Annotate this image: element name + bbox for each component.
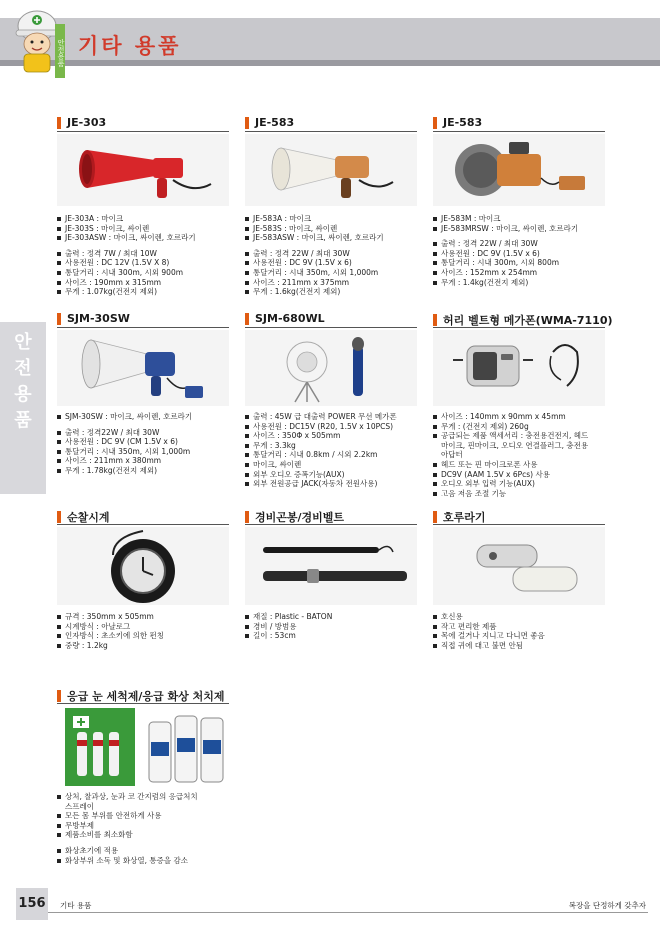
list-item: JE-583ASW : 마이크, 싸이렌, 호르라기 [245,233,420,243]
footer-slogan: 복장을 단정하게 갖추자 [568,901,646,910]
list-item: 화상부위 소독 및 화상열, 통증을 감소 [57,856,237,866]
list-item: 무게 : 3.3kg [245,441,425,451]
list-item: 통달거리 : 시내 300m, 시외 900m [57,268,232,278]
list-item: 무게 : (건전지 제외) 260g [433,422,618,432]
product-title-patrol-clock: 순찰시계 [57,509,110,525]
list-item: 외부 오디오 증폭기능(AUX) [245,470,425,480]
list-item: 무게 : 1.4kg(건전지 제외) [433,278,608,288]
section-divider [245,327,417,328]
list-item: 고음 저음 조절 기능 [433,489,618,499]
list-item: 사용전원 : DC 9V (CM 1.5V x 6) [57,437,235,447]
page-header [0,0,660,80]
product-image-eye-wash-burn [57,706,229,786]
product-image-je-583 [245,134,417,206]
list-item: 사이즈 : 211mm x 375mm [245,278,420,288]
list-item: 마이크, 핀마이크, 오디오 연결플러그, 충전용 [441,440,589,450]
list-item: 경비 / 방범용 [245,622,420,632]
list-item: 목에 걸거나 지니고 다니면 좋음 [433,631,613,641]
list-item: 무게 : 1.07kg(건전지 제외) [57,287,232,297]
list-item: 재질 : Plastic - BATON [245,612,420,622]
section-marker [57,511,61,523]
list-item: 통달거리 : 시내 0.8km / 시외 2.2km [245,450,425,460]
product-bullets-patrol-clock [57,612,232,650]
product-title-eye-wash-burn: 응급 눈 세척제/응급 화상 처치제 [57,688,224,704]
section-divider [433,327,605,328]
product-bullets-sjm-30sw [57,412,235,476]
list-item: 사이즈 : 152mm x 254mm [433,268,608,278]
product-image-baton-belt [245,527,417,605]
section-marker [245,313,249,325]
side-category-label: 안전용품 [14,332,32,431]
list-item: 출력 : 정격 22W / 최대 30W [433,239,608,249]
section-divider [433,131,605,132]
list-item: 사용전원 : DC 9V (1.5V x 6) [433,249,608,259]
list-item: 마이크, 싸이렌 [245,460,425,470]
list-item: 아답터 [441,450,463,460]
first-aid-kit-icon [57,706,229,786]
list-item: 인자방식 : 초소키에 의한 펀칭 [57,631,232,641]
list-item: 통달거리 : 시내 300m, 시외 800m [433,258,608,268]
list-item: 통달거리 : 시내 350m, 시외 1,000m [245,268,420,278]
product-title-je-583: JE-583 [245,116,294,129]
product-bullets-je-303 [57,214,232,297]
section-divider [57,327,229,328]
list-item: 호신용 [433,612,613,622]
list-item: 사이즈 : 140mm x 90mm x 45mm [433,412,618,422]
clock-icon [57,527,229,605]
list-item: 시계방식 : 아날로그 [57,622,232,632]
megaphone-red-icon [57,134,229,206]
list-item: JE-583MRSW : 마이크, 싸이렌, 호르라기 [433,224,608,234]
megaphone-white-icon [245,134,417,206]
list-item: 사이즈 : 211mm x 380mm [57,456,235,466]
product-bullets-eye-wash-burn [57,792,237,865]
product-title-sjm-680wl: SJM-680WL [245,312,325,325]
list-item: 사이즈 : 190mm x 315mm [57,278,232,288]
section-divider [433,524,605,525]
list-item: 제품소비를 최소화함 [57,830,237,840]
list-item: SJM-30SW : 마이크, 싸이렌, 호르라기 [57,412,235,422]
product-bullets-whistle [433,612,613,650]
list-item: 규격 : 350mm x 505mm [57,612,232,622]
section-marker [433,314,437,326]
section-marker [57,313,61,325]
product-image-wma-7110 [433,330,605,406]
list-item: DC9V (AAM 1.5V x 6Pcs) 사용 [433,470,618,480]
product-bullets-baton-belt [245,612,420,641]
section-divider [57,131,229,132]
list-item: 외부 전원공급 JACK(자동차 전원사용) [245,479,425,489]
list-item: 사용전원 : DC 12V (1.5V X 8) [57,258,232,268]
product-bullets-je-583 [245,214,420,297]
list-item: 중량 : 1.2kg [57,641,232,651]
waist-megaphone-icon [433,330,605,406]
section-marker [57,690,61,702]
list-item: 출력 : 45W 급 대출력 POWER 무선 메가폰 [245,412,425,422]
product-title-sjm-30sw: SJM-30SW [57,312,130,325]
product-title-baton-belt: 경비곤봉/경비벨트 [245,509,344,525]
list-item: 헤드 또는 핀 마이크로폰 사용 [433,460,618,470]
megaphone-orange-icon [433,134,605,206]
section-divider [245,131,417,132]
list-item: JE-583A : 마이크 [245,214,420,224]
product-image-je-303 [57,134,229,206]
list-item: 무방부제 [57,821,237,831]
megaphone-blue-icon [57,330,229,406]
list-item: 무게 : 1.78kg(건전지 제외) [57,466,235,476]
whistle-icon [433,527,605,605]
list-item: 길이 : 53cm [245,631,420,641]
list-item: 오디오 외부 입력 기능(AUX) [433,479,618,489]
section-marker [245,117,249,129]
list-item: 출력 : 정격22W / 최대 30W [57,428,235,438]
header-band-shadow [0,60,660,66]
section-marker [433,511,437,523]
section-marker [245,511,249,523]
section-divider [57,524,229,525]
footer-section-label: 기타 용품 [60,901,92,910]
product-title-je-583m: JE-583 [433,116,482,129]
list-item: 작고 편리한 제품 [433,622,613,632]
page-number: 156 [16,888,48,920]
product-image-sjm-680wl [245,330,417,406]
product-bullets-wma-7110 [433,412,618,498]
product-title-whistle: 호루라기 [433,509,486,525]
list-item: JE-303ASW : 마이크, 싸이렌, 호르라기 [57,233,232,243]
list-item: 사용전원 : DC15V (R20, 1.5V x 10PCS) [245,422,425,432]
product-bullets-je-583m [433,214,608,287]
list-item: 상처, 찰과상, 눈과 코 간지럼의 응급처치 [57,792,237,802]
list-item: JE-303S : 마이크, 싸이렌 [57,224,232,234]
list-item: 직접 귀에 대고 불면 안됨 [433,641,613,651]
list-item: JE-303A : 마이크 [57,214,232,224]
baton-belt-icon [245,527,417,605]
list-item: 모든 몸 부위를 안전하게 사용 [57,811,237,821]
section-marker [57,117,61,129]
product-title-je-303: JE-303 [57,116,106,129]
section-marker [433,117,437,129]
product-image-je-583m [433,134,605,206]
list-item: 통달거리 : 시내 350m, 시외 1,000m [57,447,235,457]
footer-divider [48,912,648,913]
list-item: 사용전원 : DC 9V (1.5V x 6) [245,258,420,268]
list-item: JE-583M : 마이크 [433,214,608,224]
list-item: 출력 : 정격 7W / 최대 10W [57,249,232,259]
list-item: 무게 : 1.6kg(건전지 제외) [245,287,420,297]
megaphone-wireless-icon [245,330,417,406]
list-item: 화상초기에 적용 [57,846,237,856]
list-item: 공급되는 제품 액세서리 : 충전용건전지, 헤드 [433,431,618,441]
page-title: 기타 용품 [78,34,182,58]
list-item: JE-583S : 마이크, 싸이렌 [245,224,420,234]
list-item: 스프레이 [65,801,94,811]
section-divider [57,703,229,704]
section-divider [245,524,417,525]
list-item: 사이즈 : 350Φ x 505mm [245,431,425,441]
product-title-wma-7110: 허리 벨트형 메가폰(WMA-7110) [433,312,613,328]
product-image-sjm-30sw [57,330,229,406]
product-image-whistle [433,527,605,605]
category-tag: 안전용품 [55,24,65,78]
product-image-patrol-clock [57,527,229,605]
product-bullets-sjm-680wl [245,412,425,489]
list-item: 출력 : 정격 22W / 최대 30W [245,249,420,259]
